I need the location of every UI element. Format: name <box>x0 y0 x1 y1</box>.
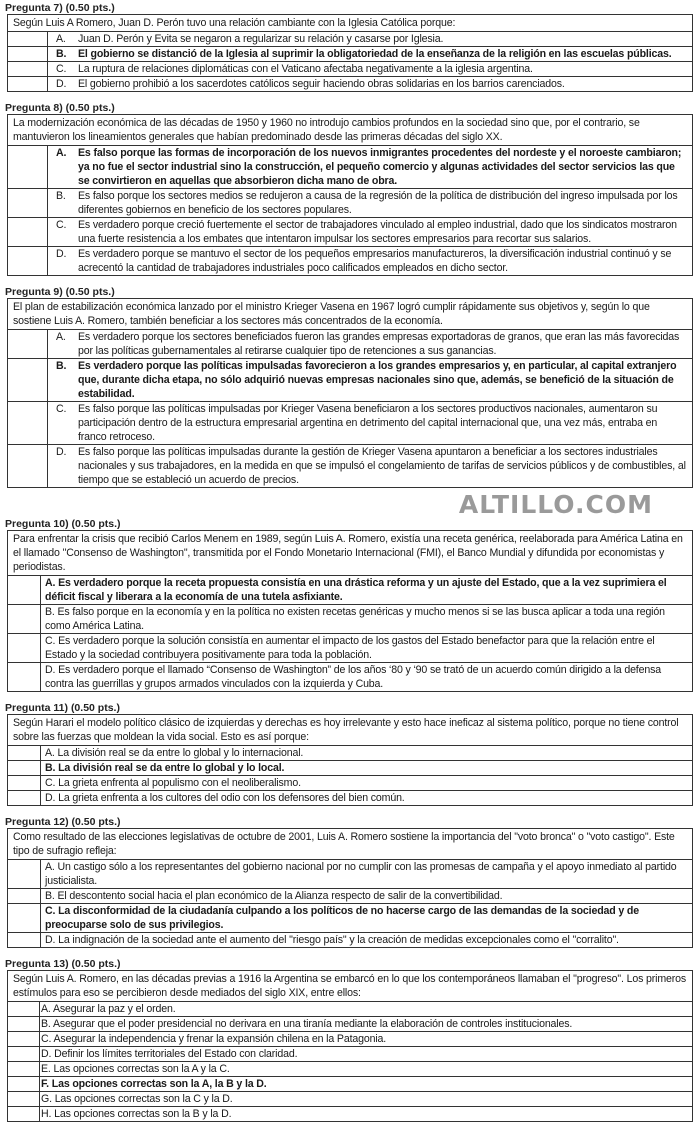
answer-option[interactable] <box>8 761 693 776</box>
option-cell <box>48 47 693 62</box>
question-table <box>7 114 693 276</box>
answer-option[interactable] <box>8 791 693 806</box>
question-table <box>7 298 693 488</box>
answer-option[interactable] <box>8 576 693 605</box>
answer-option[interactable] <box>8 1092 693 1107</box>
option-cell <box>40 1092 693 1107</box>
option-cell <box>48 62 693 77</box>
option-cell <box>41 889 693 904</box>
option-blank-cell <box>8 1077 40 1092</box>
option-letter: C. <box>45 635 56 647</box>
option-text: El gobierno prohibió a los sacerdotes católicos seguir haciendo obras solidarias en los barrios carenciados. <box>78 78 565 90</box>
option-blank-cell <box>8 889 41 904</box>
question-stem: Para enfrentar la crisis que recibió Carlos Menem en 1989, según Luis A. Romero, existía una receta genérica, reelaborada para América Latina en el llamado "Consenso de Washington", transmitida por el Fondo Monetario Internacional (FMI), el Banco Mundial y difundida por economistas y periodistas. <box>8 531 693 576</box>
answer-option[interactable] <box>8 776 693 791</box>
question-table <box>7 828 693 948</box>
option-blank-cell <box>8 634 41 663</box>
answer-option[interactable] <box>8 330 693 359</box>
option-letter: A. <box>56 33 66 45</box>
option-letter: F. <box>41 1078 49 1090</box>
answer-option[interactable] <box>8 1047 693 1062</box>
option-letter: A. <box>41 1003 51 1015</box>
option-letter: B. <box>56 360 67 372</box>
answer-option[interactable] <box>8 359 693 402</box>
option-blank-cell <box>8 605 41 634</box>
answer-option[interactable] <box>8 634 693 663</box>
option-blank-cell <box>8 933 41 948</box>
option-blank-cell <box>8 247 48 276</box>
option-letter: B. <box>45 890 55 902</box>
question-block <box>7 2 693 92</box>
option-letter: B. <box>41 1018 51 1030</box>
option-blank-cell <box>8 761 41 776</box>
option-text: Es verdadero porque la solución consistía en aumentar el impacto de los gastos del Estado benefactor para que la relación entre el Estado y la sociedad contribuyera positivamente para toda la población. <box>45 635 655 661</box>
option-letter: D. <box>45 934 56 946</box>
answer-option[interactable] <box>8 62 693 77</box>
answer-option[interactable] <box>8 860 693 889</box>
question-block <box>7 518 693 692</box>
question-stem: Según Harari el modelo político clásico de izquierdas y derechas es hoy irrelevante y esto hace ineficaz al sistema político, porque no tiene control sobre las fuerzas que moldean la vida social. Esto es así porque: <box>8 715 693 746</box>
option-letter: D. <box>45 664 56 676</box>
answer-option[interactable] <box>8 605 693 634</box>
option-letter: G. <box>41 1093 52 1105</box>
option-text: Un castigo sólo a los representantes del gobierno nacional por no cumplir con las promesas de campaña y el apoyo inmediato al partido justicialista. <box>45 861 677 887</box>
option-letter: A. <box>45 861 55 873</box>
option-cell <box>48 189 693 218</box>
option-letter: D. <box>45 792 56 804</box>
option-blank-cell <box>8 146 48 189</box>
question-title: Pregunta 9) (0.50 pts.) <box>5 286 115 298</box>
option-blank-cell <box>8 1017 40 1032</box>
answer-option[interactable] <box>8 189 693 218</box>
option-text: Es verdadero porque el llamado “Consenso de Washington” de los años ‘80 y ‘90 se trató de un acuerdo común dirigido a la defensa contra las guerrillas y grupos armados vinculados con la izquierda y Cuba. <box>45 664 661 690</box>
option-cell <box>41 761 693 776</box>
answer-option[interactable] <box>8 1062 693 1077</box>
option-text: Es falso porque los sectores medios se redujeron a causa de la regresión de la política de distribución del ingreso impulsada por los diferentes gobiernos en beneficio de los sectores populares. <box>78 190 678 216</box>
answer-option[interactable] <box>8 746 693 761</box>
option-blank-cell <box>8 576 41 605</box>
option-letter: D. <box>56 248 67 260</box>
option-blank-cell <box>8 860 41 889</box>
option-letter: B. <box>56 190 66 202</box>
option-cell <box>48 445 693 488</box>
option-cell <box>41 904 693 933</box>
question-block <box>7 102 693 276</box>
option-text: Asegurar la independencia y frenar la expansión chilena en la Patagonia. <box>53 1033 387 1045</box>
option-cell <box>48 247 693 276</box>
answer-option[interactable] <box>8 1002 693 1017</box>
question-title: Pregunta 11) (0.50 pts.) <box>5 702 120 714</box>
option-text: La indignación de la sociedad ante el aumento del "riesgo país" y la creación de medidas excepcionales como el "corralito". <box>58 934 619 946</box>
option-cell <box>41 933 693 948</box>
option-blank-cell <box>8 791 41 806</box>
question-title: Pregunta 12) (0.50 pts.) <box>5 816 121 828</box>
question-block <box>7 286 693 488</box>
answer-option[interactable] <box>8 933 693 948</box>
question-block <box>7 958 693 1122</box>
answer-option[interactable] <box>8 1032 693 1047</box>
question-title: Pregunta 7) (0.50 pts.) <box>5 2 115 14</box>
question-stem: La modernización económica de las décadas de 1950 y 1960 no introdujo cambios profundos en la sociedad sino que, por el contrario, se mantuvieron los lineamientos generales que habían predominado desde las primeras décadas del siglo XX. <box>8 115 693 146</box>
option-letter: C. <box>56 219 67 231</box>
option-letter: C. <box>41 1033 52 1045</box>
question-block <box>7 816 693 948</box>
question-title: Pregunta 8) (0.50 pts.) <box>5 102 115 114</box>
option-letter: B. <box>45 762 56 774</box>
option-cell <box>41 605 693 634</box>
option-text: Las opciones correctas son la B y la D. <box>54 1108 232 1120</box>
question-stem: Como resultado de las elecciones legislativas de octubre de 2001, Luis A. Romero sostiene la importancia del "voto bronca" o "voto castigo". Este tipo de sufragio refleja: <box>8 829 693 860</box>
option-text: Es verdadero porque la receta propuesta consistía en una drástica reforma y un ajuste del Estado, que a la vez suprimiera el déficit fiscal y liberara a la economía de una tutela asfixiante. <box>45 577 667 603</box>
option-letter: B. <box>45 606 55 618</box>
option-text: Las opciones correctas son la C y la D. <box>54 1093 233 1105</box>
option-cell <box>41 663 693 692</box>
answer-option[interactable] <box>8 146 693 189</box>
option-text: La disconformidad de la ciudadanía culpando a los políticos de no hacerse cargo de las demandas de la sociedad y de preocuparse solo de sus privilegios. <box>45 905 639 931</box>
option-blank-cell <box>8 330 48 359</box>
option-cell <box>41 860 693 889</box>
option-text: Es falso porque las políticas impulsadas durante la gestión de Krieger Vasena apuntaron a beneficiar a los sectores industriales nacionales y sus trabajadores, en la medida en que se impulsó el congelamiento de tarifas de servicios públicos y de combustibles, al tiempo que se estableció un acuerdo de precios. <box>78 446 686 486</box>
option-text: Es falso porque en la economía y en la política no existen recetas genéricas y mucho menos si se las busca aplicar a toda una región como América Latina. <box>45 606 665 632</box>
question-table <box>7 714 693 806</box>
option-cell <box>41 576 693 605</box>
option-text: Asegurar la paz y el orden. <box>52 1003 176 1015</box>
option-blank-cell <box>8 32 48 47</box>
option-letter: D. <box>56 78 67 90</box>
option-blank-cell <box>8 904 41 933</box>
option-cell <box>48 218 693 247</box>
option-cell <box>40 1062 693 1077</box>
option-text: La división real se da entre lo global y lo local. <box>58 762 285 774</box>
option-blank-cell <box>8 1107 40 1122</box>
option-blank-cell <box>8 1002 40 1017</box>
option-letter: C. <box>56 403 67 415</box>
option-blank-cell <box>8 77 48 92</box>
question-title: Pregunta 10) (0.50 pts.) <box>5 518 121 530</box>
answer-option[interactable] <box>8 247 693 276</box>
option-cell <box>41 746 693 761</box>
option-blank-cell <box>8 402 48 445</box>
answer-option[interactable] <box>8 663 693 692</box>
answer-option[interactable] <box>8 47 693 62</box>
option-letter: E. <box>41 1063 51 1075</box>
option-letter: A. <box>45 747 55 759</box>
answer-option[interactable] <box>8 445 693 488</box>
option-text: Es verdadero porque creció fuertemente el sector de trabajadores vinculado al empleo industrial, dado que los sindicatos mostraron una fuerte resistencia a los embates que intentaron impulsar los sectores empresarios para recortar sus salarios. <box>78 219 677 245</box>
option-text: La grieta enfrenta al populismo con el neoliberalismo. <box>58 777 301 789</box>
option-letter: A. <box>45 577 56 589</box>
answer-option[interactable] <box>8 77 693 92</box>
option-letter: A. <box>56 147 67 159</box>
option-blank-cell <box>8 1062 40 1077</box>
option-text: Las opciones correctas son la A y la C. <box>53 1063 230 1075</box>
answer-option[interactable] <box>8 1077 693 1092</box>
option-cell <box>40 1017 693 1032</box>
option-blank-cell <box>8 663 41 692</box>
option-blank-cell <box>8 189 48 218</box>
answer-option[interactable] <box>8 889 693 904</box>
option-text: La grieta enfrenta a los cultores del odio con los defensores del bien común. <box>58 792 405 804</box>
option-letter: C. <box>45 777 56 789</box>
option-text: La ruptura de relaciones diplomáticas con el Vaticano afectaba negativamente a la iglesia argentina. <box>78 63 533 75</box>
option-letter: C. <box>45 905 56 917</box>
answer-option[interactable] <box>8 1107 693 1122</box>
option-blank-cell <box>8 62 48 77</box>
option-blank-cell <box>8 445 48 488</box>
option-cell <box>48 77 693 92</box>
question-stem: Según Luis A. Romero, en las décadas previas a 1916 la Argentina se embarcó en lo que los contemporáneos llamaban el "progreso". Los primeros estímulos para eso se percibieron desde mediados del siglo XIX, entre ellos: <box>8 971 693 1002</box>
option-letter: H. <box>41 1108 52 1120</box>
option-letter: A. <box>56 331 66 343</box>
option-blank-cell <box>8 1092 40 1107</box>
option-cell <box>41 634 693 663</box>
option-cell <box>40 1047 693 1062</box>
option-blank-cell <box>8 1047 40 1062</box>
answer-option[interactable] <box>8 32 693 47</box>
option-text: Definir los límites territoriales del Estado con claridad. <box>54 1048 298 1060</box>
answer-option[interactable] <box>8 402 693 445</box>
option-text: Es verdadero porque los sectores beneficiados fueron las grandes empresas exportadoras de granos, que eran las más favorecidas por las políticas gubernamentales al retirarse cualquier tipo de retenciones a sus ganancias. <box>78 331 680 357</box>
option-text: Las opciones correctas son la A, la B y la D. <box>51 1078 267 1090</box>
option-cell <box>48 359 693 402</box>
option-text: El descontento social hacia el plan económico de la Alianza respecto de salir de la convertibilidad. <box>57 890 503 902</box>
option-blank-cell <box>8 47 48 62</box>
question-stem: Según Luis A Romero, Juan D. Perón tuvo una relación cambiante con la Iglesia Católica porque: <box>8 15 693 32</box>
option-cell <box>41 791 693 806</box>
option-cell <box>40 1077 693 1092</box>
option-cell <box>41 776 693 791</box>
option-letter: B. <box>56 48 67 60</box>
answer-option[interactable] <box>8 218 693 247</box>
answer-option[interactable] <box>8 1017 693 1032</box>
option-letter: D. <box>41 1048 52 1060</box>
option-text: Es falso porque las formas de incorporación de los nuevos inmigrantes procedentes del nordeste y el noroeste cambiaron; ya no fue el sector industrial sino la construcción, el pequeño comercio y algunas actividades del sector servicios las que se convirtieron en aquellas que absorbieron dicha mano de obra. <box>78 147 682 187</box>
question-block <box>7 702 693 806</box>
question-table <box>7 970 693 1122</box>
option-blank-cell <box>8 746 41 761</box>
option-text: Es verdadero porque las políticas impulsadas favorecieron a los grandes empresarios y, en particular, al capital extranjero que, durante dicha etapa, no sólo adquirió nuevas empresas nacionales sino que, además, se benefició de la situación de estabilidad. <box>78 360 677 400</box>
option-letter: D. <box>56 446 67 458</box>
option-cell <box>40 1002 693 1017</box>
option-blank-cell <box>8 218 48 247</box>
question-table <box>7 530 693 692</box>
altillo-watermark: ALTILLO.COM <box>458 490 653 519</box>
question-stem: El plan de estabilización económica lanzado por el ministro Krieger Vasena en 1967 logró cumplir rápidamente sus objetivos y, según lo que sostiene Luis A. Romero, también beneficiar a los sectores más concentrados de la economía. <box>8 299 693 330</box>
option-text: Asegurar que el poder presidencial no derivara en una tiranía mediante la elaboración de controles institucionales. <box>52 1018 573 1030</box>
option-text: Juan D. Perón y Evita se negaron a regularizar su relación y casarse por Iglesia. <box>78 33 444 45</box>
option-cell <box>48 402 693 445</box>
option-text: La división real se da entre lo global y lo internacional. <box>57 747 304 759</box>
question-table <box>7 14 693 92</box>
option-cell <box>40 1032 693 1047</box>
option-text: El gobierno se distanció de la Iglesia al suprimir la obligatoriedad de la enseñanza de la religión en las escuelas públicas. <box>78 48 672 60</box>
option-cell <box>48 330 693 359</box>
answer-option[interactable] <box>8 904 693 933</box>
option-text: Es verdadero porque se mantuvo el sector de los pequeños empresarios manufactureros, la diversificación industrial continuó y se acrecentó la cantidad de trabajadores industriales poco calificados empleados en dicho sector. <box>78 248 672 274</box>
option-cell <box>48 32 693 47</box>
option-cell <box>40 1107 693 1122</box>
option-blank-cell <box>8 359 48 402</box>
option-cell <box>48 146 693 189</box>
question-title: Pregunta 13) (0.50 pts.) <box>5 958 121 970</box>
option-text: Es falso porque las políticas impulsadas por Krieger Vasena beneficiaron a los sectores productivos nacionales, aumentaron su participación dentro de la estructura empresarial argentina en detrimento del capital internacional que, una vez más, entraba en franco retroceso. <box>78 403 658 443</box>
option-blank-cell <box>8 776 41 791</box>
option-blank-cell <box>8 1032 40 1047</box>
option-letter: C. <box>56 63 67 75</box>
